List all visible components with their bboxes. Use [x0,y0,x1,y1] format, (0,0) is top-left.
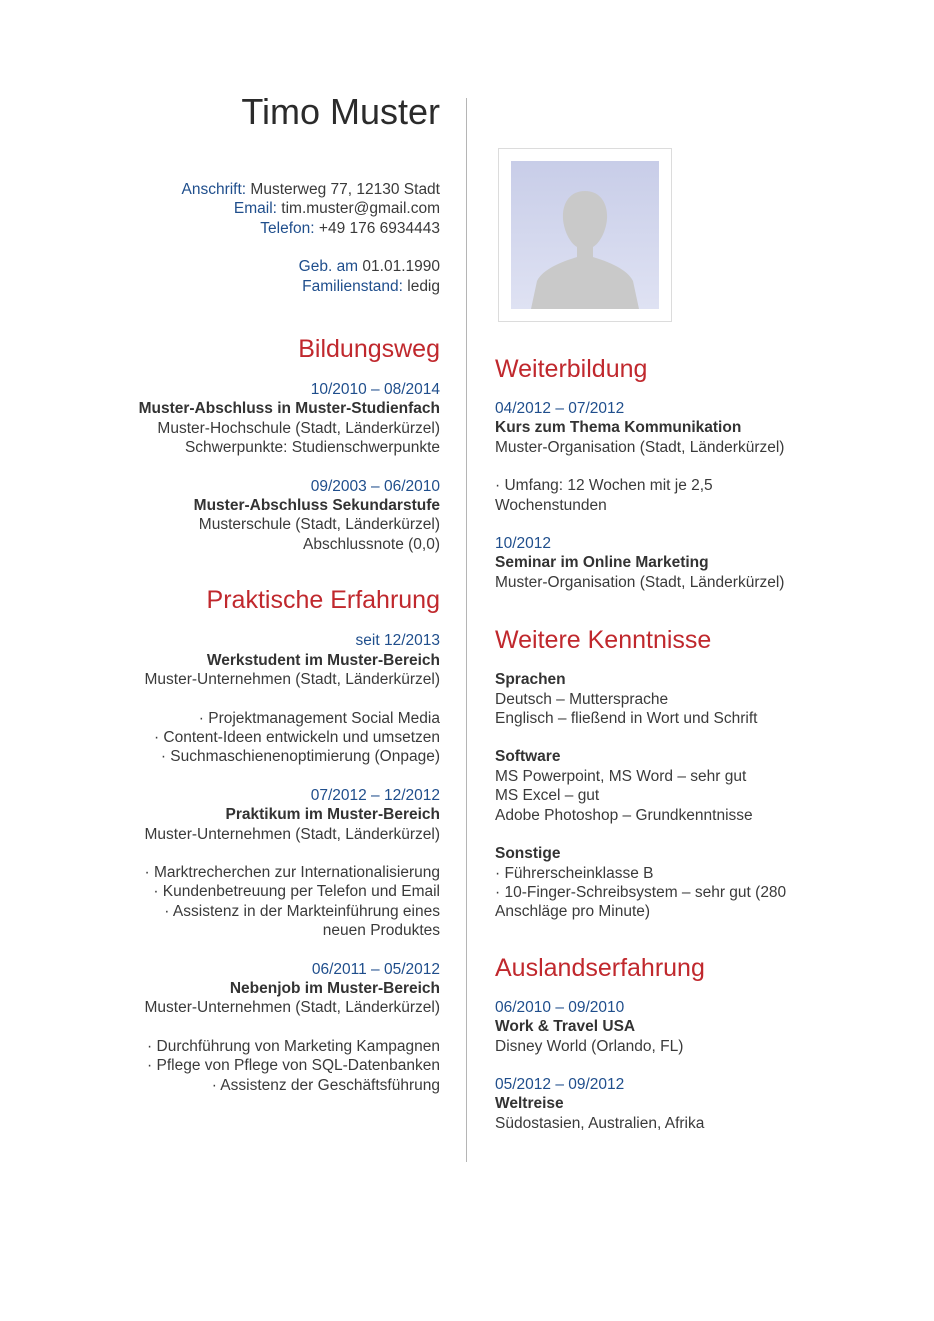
entry-bullet: · Assistenz der Geschäftsführung [211,1076,440,1094]
phone-value: +49 176 6934443 [318,219,440,237]
entry-org: Muster-Organisation (Stadt, Länderkürzel) [495,438,785,456]
status-line [60,277,440,296]
entry-bullet: · Content-Ideen entwickeln und umsetzen [153,728,440,746]
address-value: Musterweg 77, 12130 Stadt [250,181,440,198]
group-line: MS Excel – gut [495,787,600,805]
entry-date: 06/2011 – 05/2012 [311,960,440,978]
phone-label: Telefon: [260,219,315,237]
entry-date: 06/2010 – 09/2010 [495,998,625,1016]
entry-org: Disney World (Orlando, FL) [495,1037,684,1055]
email-line [60,199,440,218]
entry-line: Abschlussnote (0,0) [303,535,440,553]
entry-title: Praktikum im Muster-Bereich [225,806,440,824]
skills-group [495,747,875,825]
entry-org: Südostasien, Australien, Afrika [495,1114,705,1132]
abroad-heading: Auslandserfahrung [495,953,705,982]
entry-line: Muster-Hochschule (Stadt, Länderkürzel) [157,419,440,437]
left-column [60,88,440,1095]
entry-date: 05/2012 – 09/2012 [495,1075,625,1093]
entry-title: Muster-Abschluss Sekundarstufe [193,497,440,515]
entry-org: Muster-Organisation (Stadt, Länderkürzel) [495,573,785,591]
entry-bullet: Wochenstunden [495,496,607,514]
experience-entry [60,786,440,941]
contact-block [60,180,440,296]
group-title: Sprachen [495,671,566,689]
entry-line: Schwerpunkte: Studienschwerpunkte [184,439,440,457]
group-line: Englisch – fließend in Wort und Schrift [495,710,758,728]
entry-bullet: · Projektmanagement Social Media [198,709,440,727]
group-line: Adobe Photoshop – Grundkenntnisse [495,806,753,824]
entry-date: 10/2010 – 08/2014 [310,381,440,399]
entry-org: Muster-Unternehmen (Stadt, Länderkürzel) [144,999,440,1017]
experience-entry [60,960,440,1095]
entry-title: Work & Travel USA [495,1018,636,1036]
entry-date: 09/2003 – 06/2010 [310,477,440,495]
birth-line [60,257,440,276]
entry-bullet: · Assistenz in der Markteinführung eines [164,902,440,920]
group-title: Software [495,748,561,766]
profile-photo [498,148,672,322]
education-entry [60,380,440,458]
education-entry [60,477,440,555]
entry-bullet: · Durchführung von Marketing Kampagnen [147,1037,440,1055]
group-line: MS Powerpoint, MS Word – sehr gut [495,767,747,785]
entry-org: Muster-Unternehmen (Stadt, Länderkürzel) [144,671,440,689]
person-name: Timo Muster [241,91,440,132]
entry-title: Seminar im Online Marketing [495,554,709,572]
entry-bullet: · Umfang: 12 Wochen mit je 2,5 [495,477,713,495]
entry-line: Musterschule (Stadt, Länderkürzel) [198,516,440,534]
phone-line [60,219,440,238]
group-line: · Führerscheinklasse B [495,864,654,882]
experience-entry [60,631,440,766]
address-line [60,180,440,199]
entry-date: 07/2012 – 12/2012 [310,786,440,804]
entry-date: seit 12/2013 [355,632,440,650]
column-divider [466,98,467,1162]
right-column [495,148,875,1133]
training-heading: Weiterbildung [495,355,648,383]
entry-title: Muster-Abschluss in Muster-Studienfach [138,400,440,418]
entry-org: Muster-Unternehmen (Stadt, Länderkürzel) [144,825,440,843]
group-line: Deutsch – Muttersprache [495,690,669,708]
entry-title: Werkstudent im Muster-Bereich [206,651,440,669]
birth-value: 01.01.1990 [362,258,440,276]
abroad-entry [495,998,875,1056]
group-title: Sonstige [495,845,561,863]
email-label: Email: [233,200,277,218]
skills-group [495,670,875,728]
email-value[interactable]: tim.muster@gmail.com [281,200,440,218]
entry-title: Nebenjob im Muster-Bereich [229,979,440,997]
entry-bullet: · Marktrecherchen zur Internationalisierung [144,863,440,881]
entry-bullet: · Pflege von Pflege von SQL-Datenbanken [147,1057,440,1075]
skills-heading: Weitere Kenntnisse [495,626,712,655]
training-entry [495,399,875,515]
status-value: ledig [407,277,440,295]
entry-title: Weltreise [495,1095,564,1113]
entry-bullet: neuen Produktes [322,922,440,940]
birth-label: Geb. am [298,258,359,276]
entry-title: Kurs zum Thema Kommunikation [495,419,742,437]
education-heading: Bildungsweg [298,335,440,364]
status-label: Familienstand: [302,277,403,295]
avatar-silhouette-icon [511,161,659,309]
entry-bullet: · Suchmaschienenoptimierung (Onpage) [160,748,440,766]
group-line: · 10-Finger-Schreibsystem – sehr gut (280 [495,883,787,901]
entry-date: 04/2012 – 07/2012 [495,400,625,417]
entry-bullet: · Kundenbetreuung per Telefon und Email [153,883,440,901]
address-label: Anschrift: [181,181,247,198]
experience-heading: Praktische Erfahrung [206,586,440,615]
skills-group [495,844,875,922]
group-line: Anschläge pro Minute) [495,903,651,921]
entry-date: 10/2012 [495,535,552,553]
training-entry [495,534,875,592]
abroad-entry [495,1075,875,1133]
